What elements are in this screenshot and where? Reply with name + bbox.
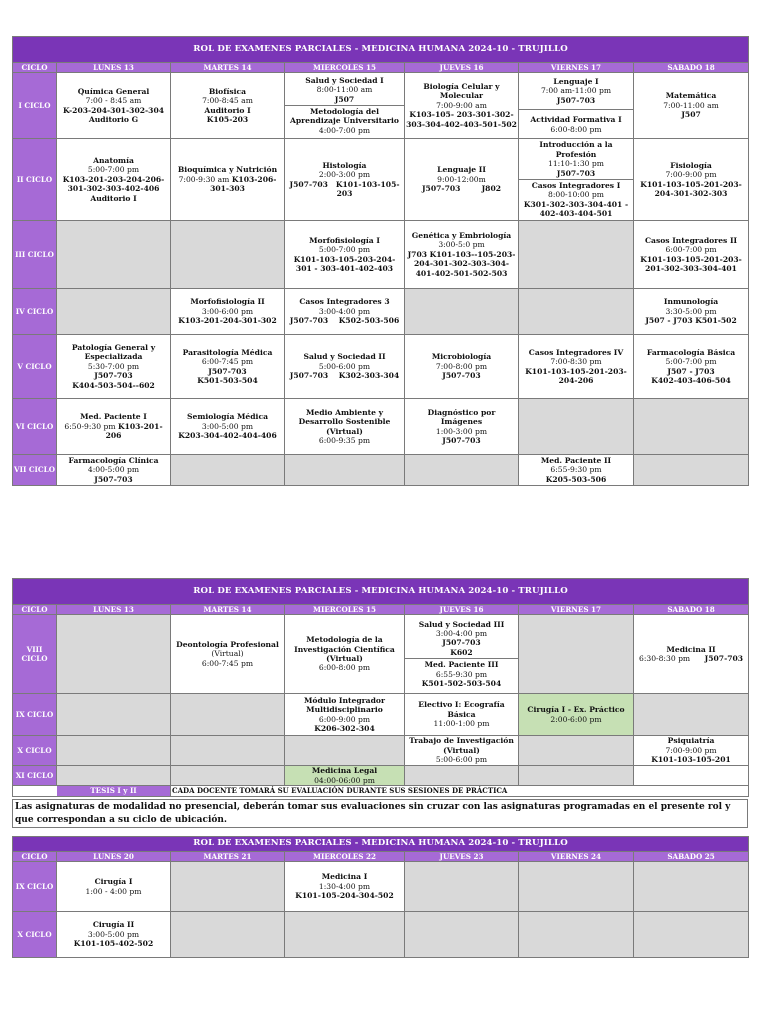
empty-cell (285, 455, 405, 486)
empty-cell (519, 615, 634, 694)
schedule-title: ROL DE EXAMENES PARCIALES - MEDICINA HUMANA 2024-10 - TRUJILLO (13, 837, 749, 852)
exam-cell: Anatomía 5:00-7:00 pm K103-201-203-204-206-301-302-303-402-406 Auditorio I (57, 139, 171, 221)
exam-cell: Histología 2:00-3:00 pm J507-703 K101-103-105-203 (285, 139, 405, 221)
schedule-title: ROL DE EXAMENES PARCIALES - MEDICINA HUMANA 2024-10 - TRUJILLO (13, 37, 749, 63)
exam-cell: Introducción a la Profesión 11:10-1:30 pm J507-703 Casos Integradores I 8:00-10:00 pm K301-302-303-304-401 - 402-403-404-501 (519, 139, 634, 221)
exam-cell: Casos Integradores 3 3:00-4:00 pm J507-703 K502-503-506 (285, 289, 405, 335)
exam-cell: Farmacología Básica 5:00-7:00 pm J507 - J703 K402-403-406-504 (634, 335, 749, 399)
virtual-exam-notice: Las asignaturas de modalidad no presencial, deberán tomar sus evaluaciones sin cruzar con las asignaturas programadas en el presente rol y que correspondan a su ciclo de ubicación. (12, 799, 748, 828)
empty-cell (405, 862, 519, 912)
ciclo-label: I CICLO (13, 73, 57, 139)
exam-cell: Microbiología 7:00-8:00 pm J507-703 (405, 335, 519, 399)
exam-cell: Deontología Profesional (Virtual) 6:00-7:45 pm (171, 615, 285, 694)
ciclo-label: VI CICLO (13, 399, 57, 455)
empty-cell (519, 862, 634, 912)
day-header: LUNES 20 (57, 852, 171, 862)
empty-cell (171, 694, 285, 736)
exam-cell: Bioquímica y Nutrición 7:00-9:30 am K103-206-301-303 (171, 139, 285, 221)
empty-cell (171, 862, 285, 912)
empty-cell (57, 221, 171, 289)
empty-cell (519, 399, 634, 455)
spacer-cell (13, 786, 57, 797)
day-header: JUEVES 23 (405, 852, 519, 862)
day-header: MIERCOLES 15 (285, 605, 405, 615)
exam-cell: Patología General y Especializada 5:30-7:00 pm J507-703 K404-503-504--602 (57, 335, 171, 399)
empty-cell (634, 766, 749, 786)
empty-cell (519, 289, 634, 335)
exam-cell: Medicina Legal 04:00-06:00 pm (285, 766, 405, 786)
exam-cell: Electivo I: Ecografía Básica 11:00-1:00 pm (405, 694, 519, 736)
ciclo-label: IX CICLO (13, 862, 57, 912)
ciclo-label: VII CICLO (13, 455, 57, 486)
ciclo-label: XI CICLO (13, 766, 57, 786)
ciclo-label: VIII CICLO (13, 615, 57, 694)
exam-cell: Medicina I 1:30-4:00 pm K101-105-204-304-502 (285, 862, 405, 912)
ciclo-header: CICLO (13, 605, 57, 615)
exam-cell: Casos Integradores IV 7:00-8:30 pm K101-103-105-201-203-204-206 (519, 335, 634, 399)
exam-cell: Cirugía II 3:00-5:00 pm K101-105-402-502 (57, 912, 171, 958)
empty-cell (171, 221, 285, 289)
empty-cell (57, 615, 171, 694)
day-header: JUEVES 16 (405, 605, 519, 615)
empty-cell (57, 766, 171, 786)
exam-cell: Biología Celular y Molecular 7:00-9:00 am K103-105- 203-301-302-303-304-402-403-501-502 (405, 73, 519, 139)
empty-cell (634, 455, 749, 486)
empty-cell (519, 912, 634, 958)
exam-cell: Medio Ambiente y Desarrollo Sostenible (Virtual) 6:00-9:35 pm (285, 399, 405, 455)
exam-cell: Química General 7:00 - 8:45 am K-203-204-301-302-304 Auditorio G (57, 73, 171, 139)
day-header: JUEVES 16 (405, 63, 519, 73)
exam-cell: Trabajo de Investigación (Virtual) 5:00-6:00 pm (405, 736, 519, 766)
exam-cell: Metodología de la Investigación Científica (Virtual) 6:00-8:00 pm (285, 615, 405, 694)
empty-cell (171, 912, 285, 958)
empty-cell (519, 766, 634, 786)
exam-schedule-week1-upper-cycles (12, 578, 749, 797)
exam-cell: Genética y Embriología 3:00-5:0 pm J703 K101-103--105-203-204-301-302-303-304-401-402-501-502-503 (405, 221, 519, 289)
empty-cell (519, 221, 634, 289)
empty-cell (405, 455, 519, 486)
empty-cell (57, 289, 171, 335)
exam-cell: Medicina II 6:30-8:30 pm J507-703 (634, 615, 749, 694)
day-header: MARTES 14 (171, 605, 285, 615)
exam-cell: Salud y Sociedad III 3:00-4:00 pm J507-703 K602 Med. Paciente III 6:55-9:30 pm K501-502-503-504 (405, 615, 519, 694)
exam-cell: Casos Integradores II 6:00-7:00 pm K101-103-105-201-203-201-302-303-304-401 (634, 221, 749, 289)
exam-cell: Salud y Sociedad II 5:00-6:00 pm J507-703 K302-303-304 (285, 335, 405, 399)
tesis-label: TESIS I y II (57, 786, 171, 797)
day-header: SABADO 18 (634, 63, 749, 73)
exam-cell: Psiquiatría 7:00-9:00 pm K101-103-105-201 (634, 736, 749, 766)
exam-cell: Salud y Sociedad I 8:00-11:00 am J507 Metodología del Aprendizaje Universitario 4:00-7:00 pm (285, 73, 405, 139)
day-header: SABADO 18 (634, 605, 749, 615)
empty-cell (171, 455, 285, 486)
day-header: LUNES 13 (57, 63, 171, 73)
empty-cell (171, 736, 285, 766)
empty-cell (405, 766, 519, 786)
exam-cell: Lenguaje II 9:00-12:00m J507-703 J802 (405, 139, 519, 221)
empty-cell (405, 289, 519, 335)
exam-schedule-week1 (12, 36, 749, 486)
exam-cell: Lenguaje I 7:00 am-11:00 pm J507-703 Actividad Formativa I 6:00-8:00 pm (519, 73, 634, 139)
day-header: VIERNES 24 (519, 852, 634, 862)
exam-schedule-week2 (12, 836, 749, 958)
ciclo-label: X CICLO (13, 736, 57, 766)
day-header: VIERNES 17 (519, 63, 634, 73)
exam-cell: Med. Paciente I 6:50-9:30 pm K103-201-206 (57, 399, 171, 455)
exam-cell: Matemática 7:00-11:00 am J507 (634, 73, 749, 139)
day-header: MARTES 21 (171, 852, 285, 862)
empty-cell (519, 736, 634, 766)
exam-cell: Morfofisiología II 3:00-6:00 pm K103-201-204-301-302 (171, 289, 285, 335)
ciclo-label: X CICLO (13, 912, 57, 958)
exam-cell: Biofísica 7:00-8:45 am Auditorio I K105-203 (171, 73, 285, 139)
exam-cell: Diagnóstico por Imágenes 1:00-3:00 pm J507-703 (405, 399, 519, 455)
empty-cell (285, 736, 405, 766)
ciclo-header: CICLO (13, 852, 57, 862)
day-header: VIERNES 17 (519, 605, 634, 615)
day-header: MIERCOLES 15 (285, 63, 405, 73)
exam-cell: Cirugía I 1:00 - 4:00 pm (57, 862, 171, 912)
ciclo-label: III CICLO (13, 221, 57, 289)
empty-cell (285, 912, 405, 958)
tesis-note: CADA DOCENTE TOMARÁ SU EVALUACIÓN DURANTE SUS SESIONES DE PRÁCTICA (171, 786, 749, 797)
day-header: SABADO 25 (634, 852, 749, 862)
day-header: LUNES 13 (57, 605, 171, 615)
empty-cell (634, 399, 749, 455)
ciclo-label: IV CICLO (13, 289, 57, 335)
empty-cell (57, 694, 171, 736)
empty-cell (634, 694, 749, 736)
exam-cell: Inmunología 3:30-5:00 pm J507 - J703 K501-502 (634, 289, 749, 335)
exam-cell: Cirugía I - Ex. Práctico 2:00-6:00 pm (519, 694, 634, 736)
exam-cell: Farmacología Clínica 4:00-5:00 pm J507-703 (57, 455, 171, 486)
exam-cell: Parasitología Médica 6:00-7:45 pm J507-703 K501-503-504 (171, 335, 285, 399)
day-header: MARTES 14 (171, 63, 285, 73)
empty-cell (634, 912, 749, 958)
empty-cell (634, 862, 749, 912)
ciclo-label: V CICLO (13, 335, 57, 399)
ciclo-header: CICLO (13, 63, 57, 73)
exam-cell: Módulo Integrador Multidisciplinario 6:00-9:00 pm K206-302-304 (285, 694, 405, 736)
ciclo-label: II CICLO (13, 139, 57, 221)
empty-cell (57, 736, 171, 766)
empty-cell (405, 912, 519, 958)
empty-cell (171, 766, 285, 786)
exam-cell: Semiología Médica 3:00-5:00 pm K203-304-402-404-406 (171, 399, 285, 455)
exam-cell: Morfofisiología I 5:00-7:00 pm K101-103-105-203-204-301 - 303-401-402-403 (285, 221, 405, 289)
schedule-title: ROL DE EXAMENES PARCIALES - MEDICINA HUMANA 2024-10 - TRUJILLO (13, 579, 749, 605)
day-header: MIERCOLES 22 (285, 852, 405, 862)
ciclo-label: IX CICLO (13, 694, 57, 736)
exam-cell: Med. Paciente II 6:55-9:30 pm K205-503-506 (519, 455, 634, 486)
exam-cell: Fisiología 7:00-9:00 pm K101-103-105-201-203-204-301-302-303 (634, 139, 749, 221)
